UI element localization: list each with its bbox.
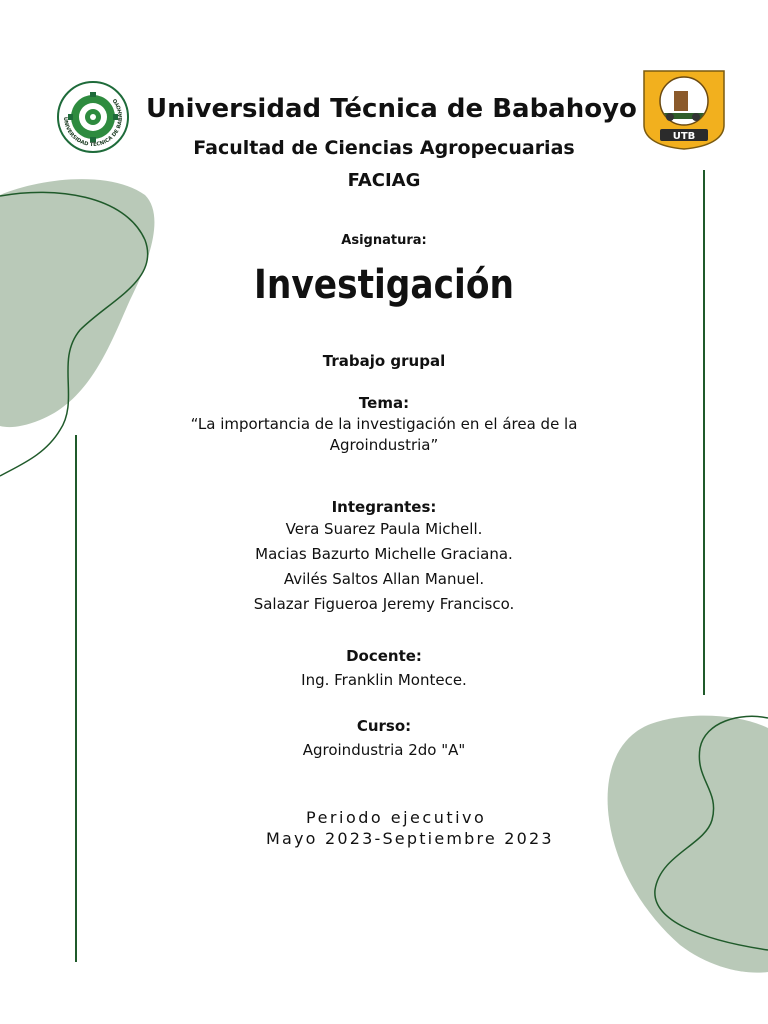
teacher-label: Docente: (346, 647, 422, 665)
member-name: Macias Bazurto Michelle Graciana. (255, 545, 513, 563)
subject-title: Investigación (254, 262, 514, 308)
topic-label: Tema: (358, 394, 410, 412)
course-name: Agroindustria 2do "A" (302, 741, 466, 759)
period-label: Periodo ejecutivo (306, 808, 487, 827)
topic-text (0, 414, 768, 456)
seal-ring-text (56, 80, 130, 154)
faculty-name: Facultad de Ciencias Agropecuarias (193, 137, 575, 159)
faculty-abbreviation: FACIAG (347, 170, 421, 191)
seal-ring-text-path: UNIVERSIDAD TÉCNICA DE BABAHOYO (61, 97, 125, 149)
members-label: Integrantes: (331, 498, 437, 516)
topic-line-2: Agroindustria” (329, 436, 439, 454)
topic-line-1: “La importancia de la investigación en el área de la (190, 415, 578, 433)
period-dates: Mayo 2023-Septiembre 2023 (266, 829, 554, 848)
member-name: Salazar Figueroa Jeremy Francisco. (253, 595, 515, 613)
work-type: Trabajo grupal (322, 352, 446, 370)
teacher-name: Ing. Franklin Montece. (301, 671, 467, 689)
subject-label: Asignatura: (341, 233, 427, 248)
member-name: Avilés Saltos Allan Manuel. (283, 570, 485, 588)
svg-text:UNIVERSIDAD TÉCNICA DE BABAHOY (62, 97, 124, 148)
course-label: Curso: (356, 717, 412, 735)
utb-logo-text: UTB (672, 131, 696, 142)
university-title: Universidad Técnica de Babahoyo (146, 94, 637, 124)
member-name: Vera Suarez Paula Michell. (285, 520, 483, 538)
